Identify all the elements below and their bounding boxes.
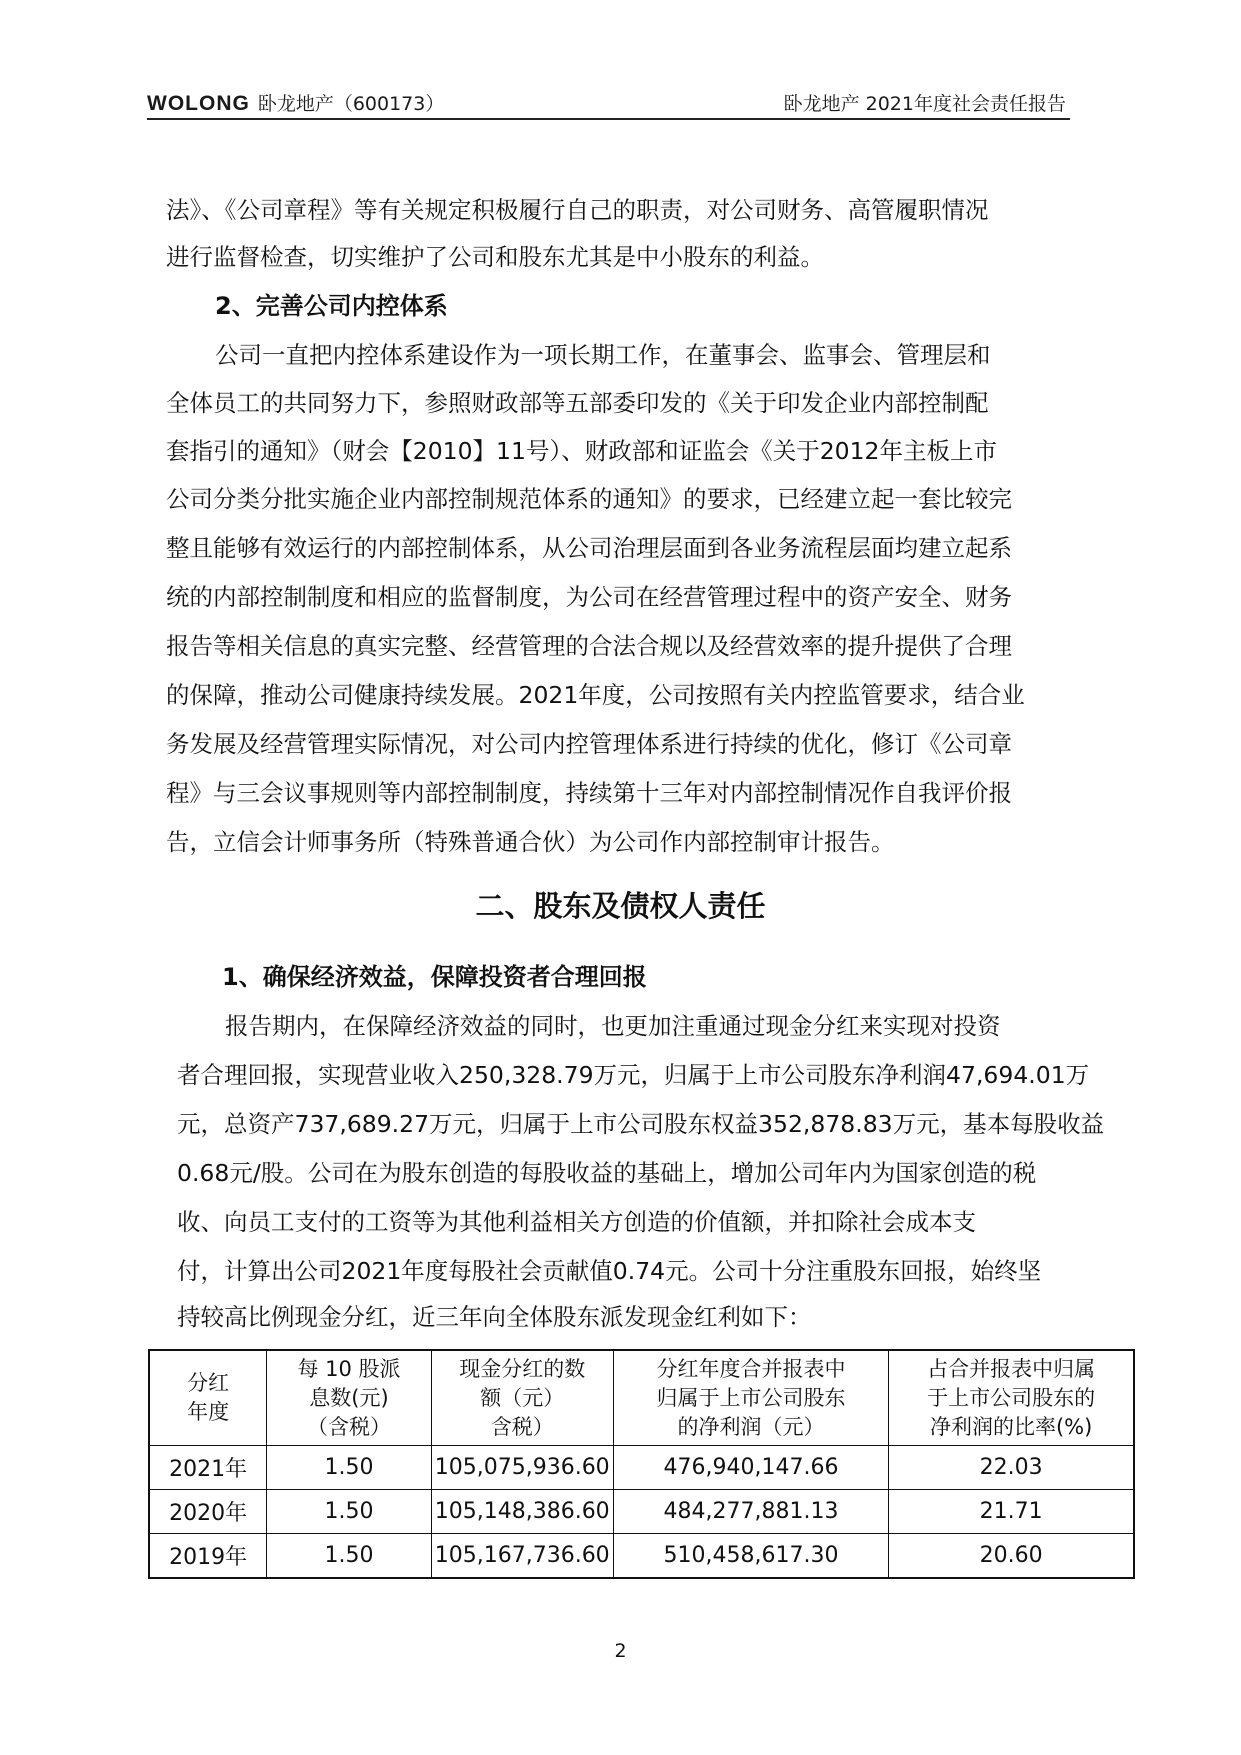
- paragraph-line: 元，总资产737,689.27万元，归属于上市公司股东权益352,878.83万元，基本每股收益: [177, 1110, 1105, 1138]
- report-title: 卧龙地产 2021年度社会责任报告: [783, 93, 1066, 115]
- paragraph-line: 统的内部控制制度和相应的监督制度，为公司在经营管理过程中的资产安全、财务: [166, 583, 1012, 611]
- paragraph-line: 整且能够有效运行的内部控制体系，从公司治理层面到各业务流程层面均建立起系: [166, 534, 1012, 562]
- header-dividend-per-10-shares: 每 10 股派 息数(元) （含税）: [267, 1350, 432, 1446]
- header-year: 分红 年度: [149, 1350, 267, 1446]
- table-row: [149, 1446, 1134, 1490]
- dividend-table: [148, 1349, 1135, 1579]
- company-name: 卧龙地产（600173）: [257, 93, 445, 115]
- paragraph-line: 报告期内，在保障经济效益的同时，也更加注重通过现金分红来实现对投资: [225, 1012, 1001, 1040]
- cell-net-profit: 484,277,881.13: [613, 1490, 889, 1534]
- header-ratio: 占合并报表中归属 于上市公司股东的 净利润的比率(%): [889, 1350, 1134, 1446]
- paragraph-line: 程》与三会议事规则等内部控制制度，持续第十三年对内部控制情况作自我评价报: [166, 779, 1012, 807]
- paragraph-line: 收、向员工支付的工资等为其他利益相关方创造的价值额，并扣除社会成本支: [177, 1208, 976, 1236]
- paragraph-line: 进行监督检查，切实维护了公司和股东尤其是中小股东的利益。: [166, 243, 824, 271]
- subsection-heading: 1、确保经济效益，保障投资者合理回报: [222, 963, 647, 991]
- cell-ratio: 22.03: [889, 1446, 1134, 1490]
- cell-year: 2019年: [149, 1534, 267, 1579]
- cell-net-profit: 510,458,617.30: [613, 1534, 889, 1579]
- paragraph-line: 法》、《公司章程》等有关规定积极履行自己的职责，对公司财务、高管履职情况: [166, 196, 989, 224]
- section-title: 二、股东及债权人责任: [475, 889, 766, 923]
- paragraph-line: 付，计算出公司2021年度每股社会贡献值0.74元。公司十分注重股东回报，始终坚: [177, 1257, 1042, 1285]
- cell-year: 2020年: [149, 1490, 267, 1534]
- paragraph-line: 持较高比例现金分红，近三年向全体股东派发现金红利如下：: [177, 1303, 812, 1331]
- paragraph-line: 者合理回报，实现营业收入250,328.79万元，归属于上市公司股东净利润47,694.01万: [177, 1061, 1090, 1089]
- cell-cash-dividend: 105,167,736.60: [431, 1534, 613, 1579]
- paragraph-line: 套指引的通知》（财会【2010】11号）、财政部和证监会《关于2012年主板上市: [166, 437, 998, 465]
- cell-dividend-per-10: 1.50: [267, 1534, 432, 1579]
- cell-dividend-per-10: 1.50: [267, 1446, 432, 1490]
- paragraph-line: 告，立信会计师事务所（特殊普通合伙）为公司作内部控制审计报告。: [166, 828, 895, 856]
- paragraph-line: 的保障，推动公司健康持续发展。2021年度，公司按照有关内控监管要求，结合业: [166, 681, 1025, 709]
- paragraph-line: 公司一直把内控体系建设作为一项长期工作，在董事会、监事会、管理层和: [215, 341, 991, 369]
- subsection-heading: 2、完善公司内控体系: [215, 292, 448, 320]
- brand: [147, 89, 444, 116]
- cell-net-profit: 476,940,147.66: [613, 1446, 889, 1490]
- cell-ratio: 20.60: [889, 1534, 1134, 1579]
- table-row: [149, 1534, 1134, 1579]
- cell-dividend-per-10: 1.50: [267, 1490, 432, 1534]
- header-divider: [147, 118, 1070, 120]
- paragraph-line: 报告等相关信息的真实完整、经营管理的合法合规以及经营效率的提升提供了合理: [166, 632, 1012, 660]
- page-header: [147, 86, 1070, 120]
- cell-ratio: 21.71: [889, 1490, 1134, 1534]
- paragraph-line: 全体员工的共同努力下，参照财政部等五部委印发的《关于印发企业内部控制配: [166, 389, 989, 417]
- page-number: 2: [614, 1640, 627, 1662]
- paragraph-line: 0.68元/股。公司在为股东创造的每股收益的基础上，增加公司年内为国家创造的税: [177, 1159, 1037, 1187]
- table-row: [149, 1490, 1134, 1534]
- header-net-profit: 分红年度合并报表中 归属于上市公司股东 的净利润（元）: [613, 1350, 889, 1446]
- cell-year: 2021年: [149, 1446, 267, 1490]
- paragraph-line: 公司分类分批实施企业内部控制规范体系的通知》的要求，已经建立起一套比较完: [166, 485, 1012, 513]
- paragraph-line: 务发展及经营管理实际情况，对公司内控管理体系进行持续的优化，修订《公司章: [166, 730, 1012, 758]
- cell-cash-dividend: 105,148,386.60: [431, 1490, 613, 1534]
- wolong-logo: WOLONG: [147, 92, 250, 115]
- table-header-row: [149, 1350, 1134, 1446]
- header-cash-dividend-amount: 现金分红的数 额（元） 含税）: [431, 1350, 613, 1446]
- cell-cash-dividend: 105,075,936.60: [431, 1446, 613, 1490]
